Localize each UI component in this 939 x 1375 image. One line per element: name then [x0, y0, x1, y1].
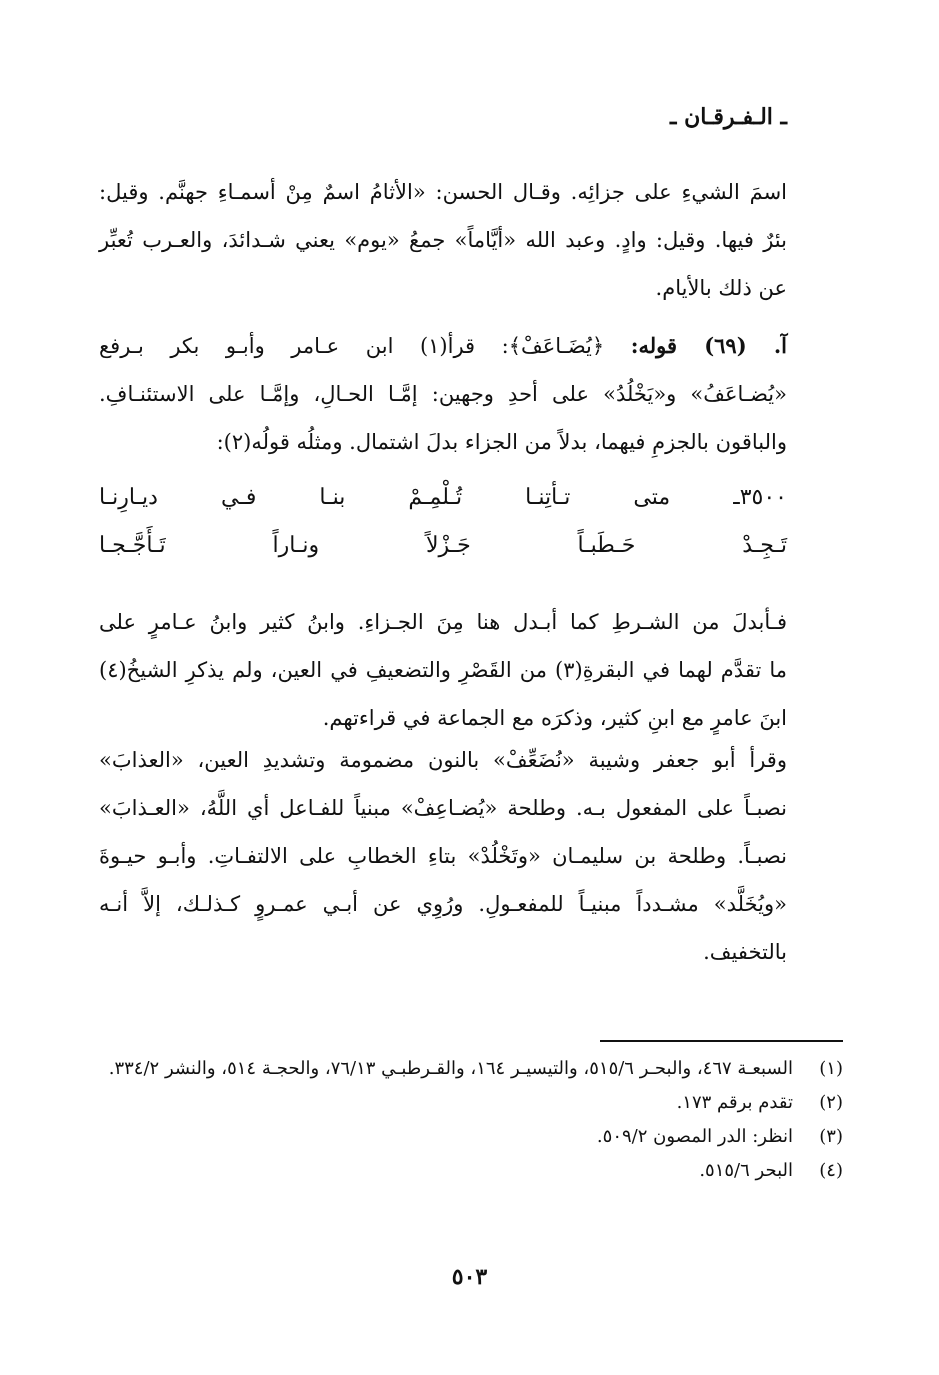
text-line: والباقون بالجزمِ فيهما، بدلاً من الجزاء بدلَ اشتمال. ومثلُه قولُه(٢): — [216, 430, 787, 454]
verse-commentary-heading-line: آ. (٦٩) قوله: ﴿يُضَـاعَفْ﴾: قرأ(١) ابن عـامر وأبـو بكر بـرفع — [99, 333, 787, 358]
footnote-item — [99, 1052, 843, 1086]
text-line: ما تقدَّم لهما في البقرةِ(٣) من القَصْرِ والتضعيفِ في العين، ولم يذكرِ الشيخُ(٤) — [99, 658, 787, 682]
text-line: «يُضـاعَفُ» و«يَخْلُدُ» على أحدِ وجهين: إمَّـا الحـالِ، وإمَّـا على الاستئنـافِ. — [99, 382, 787, 406]
footnote-number: (١) — [819, 1058, 843, 1079]
footnote-item — [99, 1120, 843, 1154]
verse-hemistich-1: ٣٥٠٠ـ متى تـأتِنـا تُـلْمِـمْ بنـا فـي ديـارِنـا — [99, 485, 787, 510]
paragraph-2 — [99, 322, 787, 466]
text-line: نصبـاً على المفعول بـه. وطلحة «يُضـاعِفْ» مبنياً للفـاعل أي اللَّهُ، «العـذابَ» — [99, 796, 787, 820]
text-line: ابنَ عامرٍ مع ابنِ كثير، وذكرَه مع الجماعة في قراءتهم. — [322, 706, 787, 730]
verse-reference: آ. (٦٩) قوله: — [630, 333, 787, 358]
footnote-number: (٢) — [819, 1092, 843, 1113]
paragraph-4 — [99, 736, 787, 976]
text-line: اسمَ الشيءِ على جزائِه. وقـال الحسن: «الأثامُ اسمٌ مِنْ أسمـاءِ جهنَّم. وقيل: — [99, 180, 787, 204]
text-line: «ويُخَلَّد» مشـدداً مبنيـاً للمفعـولِ. ورُوِي عن أبـي عمـروٍ كـذلـك، إلاَّ أنـه — [99, 892, 787, 916]
text-line: بئرٌ فيها. وقيل: وادٍ. وعبد الله «أيَّاماً» جمعُ «يوم» يعني شـدائدَ، والعـرب تُعبِّر — [99, 228, 787, 252]
poetry-verse — [99, 474, 787, 570]
footnote-item — [99, 1086, 843, 1120]
text-line: نصبـاً. وطلحة بن سليمـان «وتَخْلُدْ» بتاءِ الخطابِ على الالتفـاتِ. وأبـو حيـوةَ — [99, 844, 787, 868]
footnote-text: تقدم برقم ١٧٣. — [676, 1092, 793, 1113]
footnote-number: (٤) — [819, 1160, 843, 1181]
footnote-text: البحر ٥١٥/٦. — [699, 1160, 793, 1181]
paragraph-1 — [99, 168, 787, 312]
text-line: عن ذلك بالأيام. — [655, 276, 787, 300]
text-line: فـأبدلَ من الشـرطِ كما أبـدل هنا مِنَ الجـزاءِ. وابنُ كثير وابنُ عـامرٍ على — [99, 610, 787, 634]
text-line: وقرأ أبو جعفر وشيبة «نُضَعِّفْ» بالنون مضمومة وتشديدِ العين، «العذابَ» — [99, 748, 787, 772]
footnotes — [99, 1052, 843, 1188]
page-number: ٥٠٣ — [451, 1264, 488, 1290]
footnote-text: انظر: الدر المصون ٥٠٩/٢. — [596, 1126, 793, 1147]
footnote-item — [99, 1154, 843, 1188]
footnote-text: السبعـة ٤٦٧، والبحـر ٥١٥/٦، والتيسيـر ١٦٤، والقـرطبـي ٧٦/١٣، والحجـة ٥١٤، والنشر ٣٣٤/٢. — [108, 1058, 793, 1079]
paragraph-3 — [99, 598, 787, 742]
footnote-separator — [600, 1040, 843, 1042]
footnote-number: (٣) — [819, 1126, 843, 1147]
running-header: ـ الـفـرقـان ـ — [669, 104, 787, 130]
text-line: بالتخفيف. — [703, 940, 787, 964]
verse-hemistich-2: تَـجِـدْ حَـطَبـاً جَـزْلاً ونـاراً تَـأَجَّـجـا — [99, 533, 787, 558]
